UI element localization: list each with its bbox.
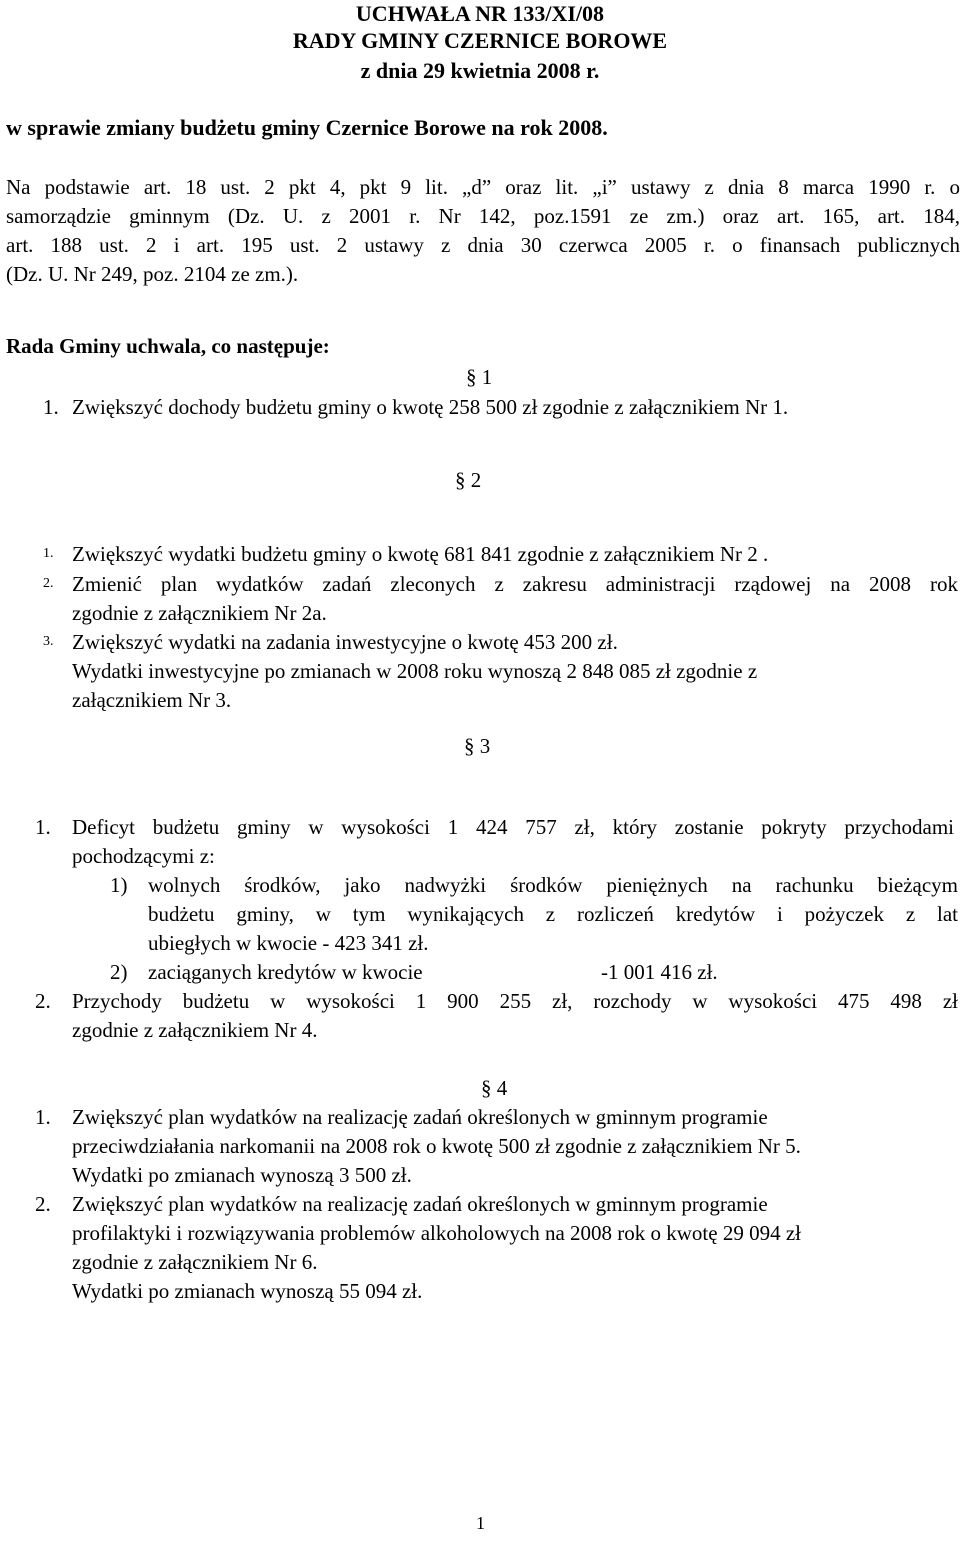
section-mark-2: § 2	[455, 468, 482, 492]
list-item-text: zgodnie z załącznikiem Nr 4.	[72, 1018, 318, 1042]
list-item-text: Zmienić plan wydatków zadań zleconych z zakresu administracji rządowej na 2008 rok	[72, 572, 958, 596]
sub-item-text: ubiegłych w kwocie - 423 341 zł.	[148, 931, 429, 955]
list-item-text: załącznikiem Nr 3.	[72, 688, 232, 712]
sub-item-amount: -1 001 416 zł.	[601, 960, 718, 984]
section-mark-1: § 1	[466, 365, 493, 389]
list-item-text: Wydatki inwestycyjne po zmianach w 2008 roku wynoszą 2 848 085 zł zgodnie z	[72, 659, 758, 683]
list-item-text: Zwiększyć wydatki na zadania inwestycyjne o kwotę 453 200 zł.	[72, 630, 618, 654]
council-name: RADY GMINY CZERNICE BOROWE	[292, 28, 668, 53]
list-item-number: 2.	[43, 576, 54, 591]
legal-basis-line: (Dz. U. Nr 249, poz. 2104 ze zm.).	[6, 262, 299, 286]
legal-basis-line: art. 188 ust. 2 i art. 195 ust. 2 ustawy z dnia 30 czerwca 2005 r. o finansach publicznych	[6, 233, 960, 257]
list-item-text: Zwiększyć plan wydatków na realizację zadań określonych w gminnym programie	[72, 1192, 768, 1216]
list-item-text: profilaktyki i rozwiązywania problemów alkoholowych na 2008 rok o kwotę 29 094 zł	[72, 1221, 801, 1245]
list-item-text: Przychody budżetu w wysokości 1 900 255 zł, rozchody w wysokości 475 498 zł	[72, 989, 958, 1013]
list-item-number: 1.	[35, 1105, 51, 1129]
list-item-text: Zwiększyć dochody budżetu gminy o kwotę 258 500 zł zgodnie z załącznikiem Nr 1.	[72, 395, 789, 419]
list-item-number: 1.	[35, 815, 51, 839]
list-item-number: 3.	[43, 634, 54, 649]
list-item-text: przeciwdziałania narkomanii na 2008 rok o kwotę 500 zł zgodnie z załącznikiem Nr 5.	[72, 1134, 801, 1158]
section-mark-4: § 4	[481, 1076, 508, 1100]
list-item-text: zgodnie z załącznikiem Nr 2a.	[72, 601, 327, 625]
list-item-text: Deficyt budżetu gminy w wysokości 1 424 757 zł, który zostanie pokryty przychodami	[72, 815, 954, 839]
list-item-text: Wydatki po zmianach wynoszą 3 500 zł.	[72, 1163, 412, 1187]
sub-item-number: 2)	[110, 960, 128, 984]
resolution-subject: w sprawie zmiany budżetu gminy Czernice Borowe na rok 2008.	[6, 115, 608, 140]
sub-item-text: budżetu gminy, w tym wynikających z rozliczeń kredytów i pożyczek z lat	[148, 902, 958, 926]
legal-basis-line: Na podstawie art. 18 ust. 2 pkt 4, pkt 9 lit. „d” oraz lit. „i” ustawy z dnia 8 marca 1990 r. o	[6, 175, 960, 199]
page-number: 1	[476, 1513, 485, 1533]
sub-item-number: 1)	[110, 873, 128, 897]
list-item-text: Zwiększyć wydatki budżetu gminy o kwotę 681 841 zgodnie z załącznikiem Nr 2 .	[72, 542, 769, 566]
resolution-date: z dnia 29 kwietnia 2008 r.	[360, 58, 600, 83]
sub-item-text: zaciąganych kredytów w kwocie	[148, 960, 423, 984]
list-item-text: Wydatki po zmianach wynoszą 55 094 zł.	[72, 1279, 423, 1303]
list-item-text: zgodnie z załącznikiem Nr 6.	[72, 1250, 318, 1274]
list-item-number: 2.	[35, 989, 51, 1013]
section-mark-3: § 3	[464, 734, 491, 758]
resolution-intro: Rada Gminy uchwala, co następuje:	[6, 334, 330, 358]
list-item-text: Zwiększyć plan wydatków na realizację zadań określonych w gminnym programie	[72, 1105, 768, 1129]
legal-basis-line: samorządzie gminnym (Dz. U. z 2001 r. Nr 142, poz.1591 ze zm.) oraz art. 165, art. 184,	[6, 204, 960, 228]
resolution-title: UCHWAŁA NR 133/XI/08	[355, 1, 605, 26]
sub-item-text: wolnych środków, jako nadwyżki środków pieniężnych na rachunku bieżącym	[148, 873, 958, 897]
list-item-text: pochodzącymi z:	[72, 844, 215, 868]
list-item-number: 1.	[43, 546, 54, 561]
list-item-number: 1.	[43, 395, 59, 419]
list-item-number: 2.	[35, 1192, 51, 1216]
